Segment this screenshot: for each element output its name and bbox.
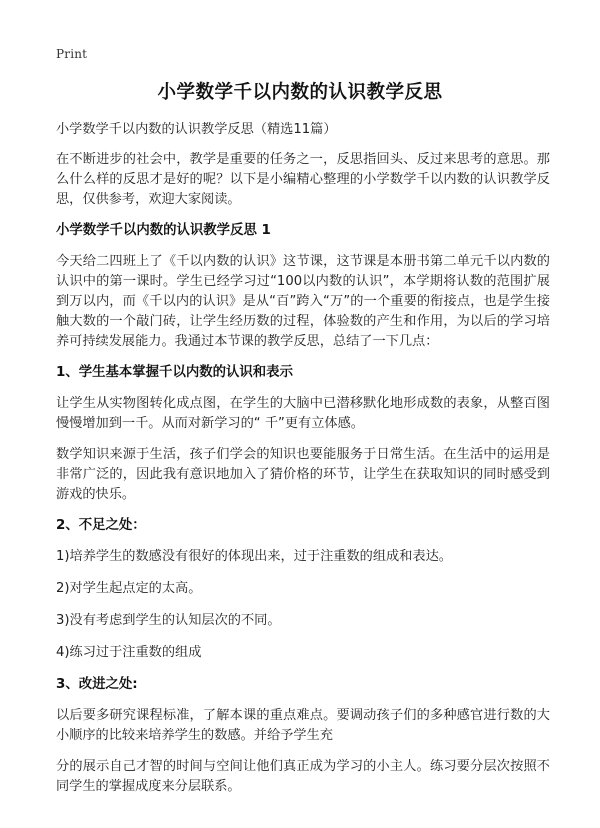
point-2-heading: 2、不足之处： (56, 518, 146, 533)
page-title: 小学数学千以内数的认识教学反思 (157, 82, 443, 103)
article-subtitle: 小学数学千以内数的认识教学反思（精选11篇） (56, 122, 337, 137)
article-body (56, 120, 550, 808)
point-1-heading: 1、学生基本掌握千以内数的认识和表示 (56, 365, 293, 380)
shortcoming-item-4: 4)练习过于注重数的组成 (56, 645, 202, 660)
section-1-heading: 小学数学千以内数的认识教学反思 1 (56, 223, 271, 238)
point-1-paragraph-2: 数学知识来源于生活，孩子们学会的知识也要能服务于日常生活。在生活中的运用是非常广泛的，因此我有意识地加入了猜价格的环节，让学生在获取知识的同时感受到游戏的快乐。 (56, 447, 550, 502)
point-1-paragraph-1: 让学生从实物图转化成点图，在学生的大脑中已潜移默化地形成数的表象，从整百图慢慢增加到一千。从而对新学习的“ 千”更有立体感。 (56, 396, 550, 431)
intro-paragraph: 在不断进步的社会中，教学是重要的任务之一，反思指回头、反过来思考的意思。那么什么样的反思才是好的呢？以下是小编精心整理的小学数学千以内数的认识教学反思，仅供参考，欢迎大家阅读。 (56, 152, 550, 207)
section-1-paragraph: 今天给二四班上了《千以内数的认识》这节课，这节课是本册书第二单元千以内数的认识中的第一课时。学生已经学习过“100以内数的认识”，本学期将认数的范围扩展到万以内，而《千以内的认识》是从“百”跨入“万”的一个重要的衔接点，也是学生接触大数的一个敲门砖，让学生经历数的过程，体验数的产生和作用，为以后的学习培养可持续发展能力。我通过本节课的教学反思，总结了一下几点： (56, 254, 550, 349)
point-3-paragraph-1: 以后要多研究课程标准，了解本课的重点难点。要调动孩子们的多种感官进行数的大小顺序的比较来培养学生的数感。并给予学生充 (56, 708, 550, 743)
shortcoming-item-1: 1)培养学生的数感没有很好的体现出来，过于注重数的组成和表达。 (56, 549, 452, 564)
point-3-heading: 3、改进之处: (56, 677, 138, 692)
shortcoming-item-3: 3)没有考虑到学生的认知层次的不同。 (56, 613, 281, 628)
point-3-paragraph-2: 分的展示自己才智的时间与空间让他们真正成为学习的小主人。练习要分层次按照不同学生的掌握成度来分层联系。 (56, 759, 550, 794)
shortcoming-item-2: 2)对学生起点定的太高。 (56, 581, 202, 596)
print-link[interactable]: Print (56, 47, 88, 61)
